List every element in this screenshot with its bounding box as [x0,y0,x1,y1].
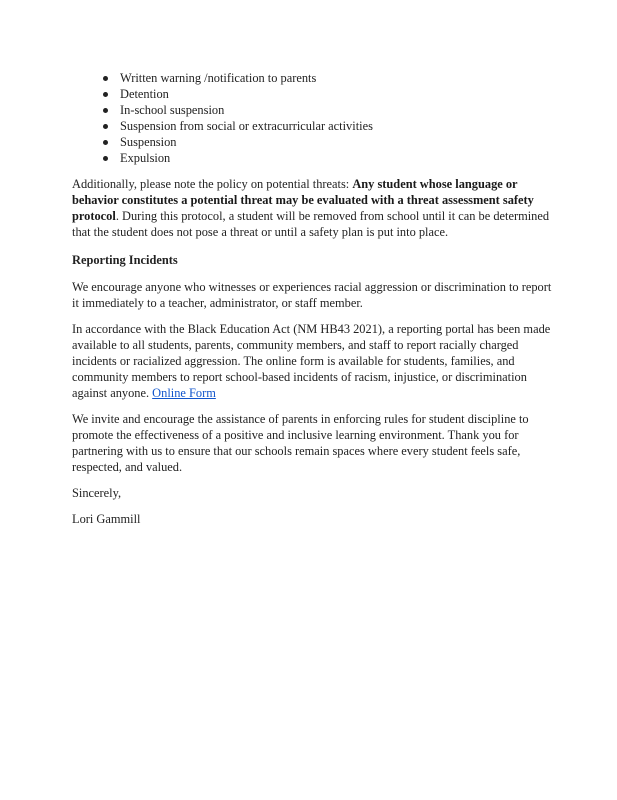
online-form-link[interactable]: Online Form [152,386,216,400]
list-item [72,150,552,166]
threat-policy-paragraph [72,176,552,240]
list-item-text: Detention [120,87,169,101]
signature: Lori Gammill [72,512,141,526]
list-item [72,70,552,86]
list-item [72,86,552,102]
bullet-icon [103,76,108,81]
list-item [72,102,552,118]
black-education-act-paragraph [72,321,552,401]
threat-policy-rest: . During this protocol, a student will be removed from school until it can be determined that the student does not pose a threat or until a safety plan is put into place. [72,209,550,239]
document-body [72,70,552,537]
threat-policy-intro: Additionally, please note the policy on potential threats: [72,177,353,191]
reporting-incidents-heading: Reporting Incidents [72,253,178,267]
black-education-act-text: In accordance with the Black Education Act (NM HB43 2021), a reporting portal has been made available to all students, parents, community members, and staff to report racially charged incidents or racialized aggression. The online form is available for students, families, and community members to report school-based incidents of racism, injustice, or discrimination against anyone. [72,322,551,400]
list-item [72,118,552,134]
bullet-icon [103,156,108,161]
bullet-icon [103,124,108,129]
closing-paragraph: We invite and encourage the assistance of parents in enforcing rules for student discipline to promote the effectiveness of a positive and inclusive learning environment. Thank you for partnering with us to ensure that our schools remain spaces where every student feels safe, respected, and valued. [72,412,529,474]
threat-policy-bold: Any student whose language or behavior constitutes a potential threat may be evaluated with a threat assessment safety protocol [72,177,534,223]
list-item-text: Suspension [120,135,177,149]
list-item-text: Expulsion [120,151,171,165]
list-item-text: In-school suspension [120,103,225,117]
reporting-paragraph: We encourage anyone who witnesses or experiences racial aggression or discrimination to report it immediately to a teacher, administrator, or staff member. [72,280,552,310]
bullet-icon [103,108,108,113]
bullet-icon [103,92,108,97]
sanctions-list [72,70,552,166]
list-item-text: Written warning /notification to parents [120,71,317,85]
list-item [72,134,552,150]
bullet-icon [103,140,108,145]
sign-off: Sincerely, [72,486,122,500]
list-item-text: Suspension from social or extracurricular activities [120,119,373,133]
